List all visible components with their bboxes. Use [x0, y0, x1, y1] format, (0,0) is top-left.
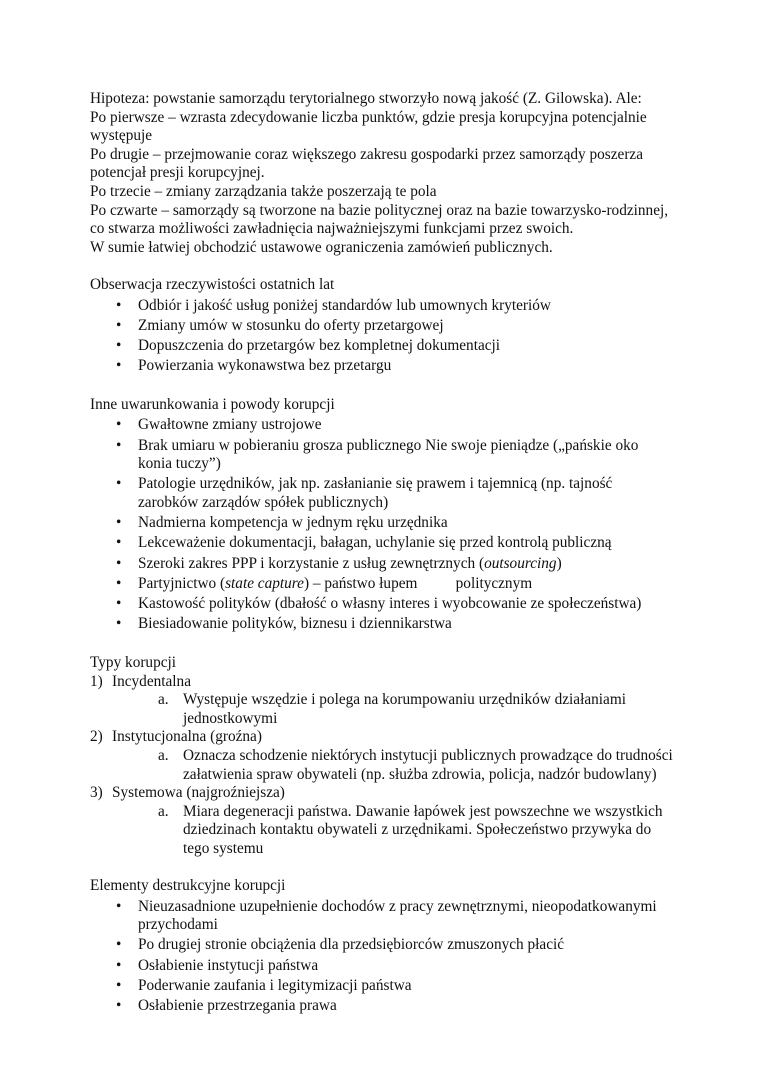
list-item: • Powierzania wykonawstwa bez przetargu — [116, 357, 392, 375]
bullet-icon: • — [116, 936, 122, 954]
list-item: • Kastowość polityków (dbałość o własny interes i wyobcowanie ze społeczeństwa) — [116, 594, 642, 612]
list-item: • Odbiór i jakość usług poniżej standardów lub umownych kryteriów — [116, 296, 551, 314]
numbered-list — [90, 673, 676, 859]
bullet-icon: • — [116, 997, 122, 1014]
bullet-icon: • — [116, 897, 122, 915]
list-item: • Zmiany umów w stosunku do oferty przetargowej — [116, 316, 444, 334]
section-heading: Obserwacja rzeczywistości ostatnich lat — [90, 275, 335, 293]
list-item: • Gwałtowne zmiany ustrojowe — [116, 416, 322, 434]
section-heading: Elementy destrukcyjne korupcji — [90, 877, 286, 895]
list-item: • Po drugiej stronie obciążenia dla przedsiębiorców zmuszonych płacić — [116, 936, 565, 954]
section-heading: Inne uwarunkowania i powody korupcji — [90, 395, 335, 413]
list-item: • Poderwanie zaufania i legitymizacji państwa — [116, 976, 412, 994]
list-item: • Nieuzasadnione uzupełnienie dochodów z pracy zewnętrznymi, nieopodatkowanymi przychodami — [116, 897, 657, 934]
bullet-list — [90, 898, 676, 1016]
sub-list-item: a. Oznacza schodzenie niektórych instytucji publicznych prowadzące do trudności załatwienia spraw obywateli (np. służba zdrowia, policja, nadzór budowlany) — [158, 746, 673, 783]
list-item: • Patologie urzędników, jak np. zasłanianie się prawem i tajemnicą (np. tajność zarobków zarządów spółek publicznych) — [116, 475, 613, 512]
bullet-icon: • — [116, 956, 122, 974]
paragraph: Po trzecie – zmiany zarządzania także poszerzają te pola — [90, 182, 437, 200]
list-item: • Osłabienie instytucji państwa — [116, 956, 319, 974]
bullet-list — [90, 416, 676, 633]
bullet-icon: • — [116, 574, 122, 592]
observation-section — [90, 276, 676, 376]
causes-section — [90, 396, 676, 634]
bullet-icon: • — [116, 554, 122, 572]
bullet-icon: • — [116, 336, 122, 354]
bullet-list — [90, 297, 676, 376]
bullet-icon: • — [116, 534, 122, 552]
bullet-icon: • — [116, 594, 122, 612]
paragraph: Po drugie – przejmowanie coraz większego zakresu gospodarki przez samorządy poszerza potencjał presji korupcyjnej. — [90, 145, 644, 182]
destructive-section — [90, 877, 676, 1016]
section-heading: Typy korupcji — [90, 653, 177, 671]
paragraph: Po czwarte – samorządy są tworzone na bazie politycznej oraz na bazie towarzysko-rodzinnej, co stwarza możliwości zawładnięcia najważniejszymi funkcjami przez swoich. — [90, 201, 669, 238]
bullet-icon: • — [116, 296, 122, 314]
list-item: • Brak umiaru w pobieraniu grosza publicznego Nie swoje pieniądze („pańskie oko konia tuczy”) — [116, 436, 639, 473]
list-item: • Biesiadowanie polityków, biznesu i dziennikarstwa — [116, 615, 452, 633]
bullet-icon: • — [116, 615, 122, 633]
sub-list-item: a. Miara degeneracji państwa. Dawanie łapówek jest powszechne we wszystkich dziedzinach kontaktu obywateli z urzędnikami. Społeczeństwo przywyka do tego systemu — [158, 802, 663, 857]
bullet-icon: • — [116, 436, 122, 454]
list-item: • Osłabienie przestrzegania prawa — [116, 997, 337, 1014]
list-item: 3) Systemowa (najgroźniejsza) — [90, 784, 285, 802]
bullet-icon: • — [116, 475, 122, 493]
types-section — [90, 654, 676, 859]
bullet-icon: • — [116, 514, 122, 532]
list-item: 1) Incydentalna — [90, 672, 191, 690]
list-item: • Lekceważenie dokumentacji, bałagan, uchylanie się przed kontrolą publiczną — [116, 534, 612, 552]
list-item: • Partyjnictwo (state capture) – państwo łupem politycznym — [116, 574, 533, 592]
intro-section — [90, 90, 676, 257]
bullet-icon: • — [116, 416, 122, 434]
bullet-icon: • — [116, 976, 122, 994]
paragraph: Po pierwsze – wzrasta zdecydowanie liczba punktów, gdzie presja korupcyjna potencjalnie występuje — [90, 108, 647, 145]
list-item: • Nadmierna kompetencja w jednym ręku urzędnika — [116, 514, 448, 532]
list-item: • Szeroki zakres PPP i korzystanie z usług zewnętrznych (outsourcing) — [116, 554, 562, 572]
paragraph: W sumie łatwiej obchodzić ustawowe ograniczenia zamówień publicznych. — [90, 238, 553, 256]
bullet-icon: • — [116, 316, 122, 334]
list-item: 2) Instytucjonalna (groźna) — [90, 728, 262, 746]
document-body — [90, 90, 676, 1017]
paragraph: Hipoteza: powstanie samorządu terytorialnego stworzyło nową jakość (Z. Gilowska). Ale: — [90, 90, 642, 107]
list-item: • Dopuszczenia do przetargów bez kompletnej dokumentacji — [116, 336, 501, 354]
sub-list-item: a. Występuje wszędzie i polega na korumpowaniu urzędników działaniami jednostkowymi — [158, 691, 626, 727]
bullet-icon: • — [116, 357, 122, 375]
